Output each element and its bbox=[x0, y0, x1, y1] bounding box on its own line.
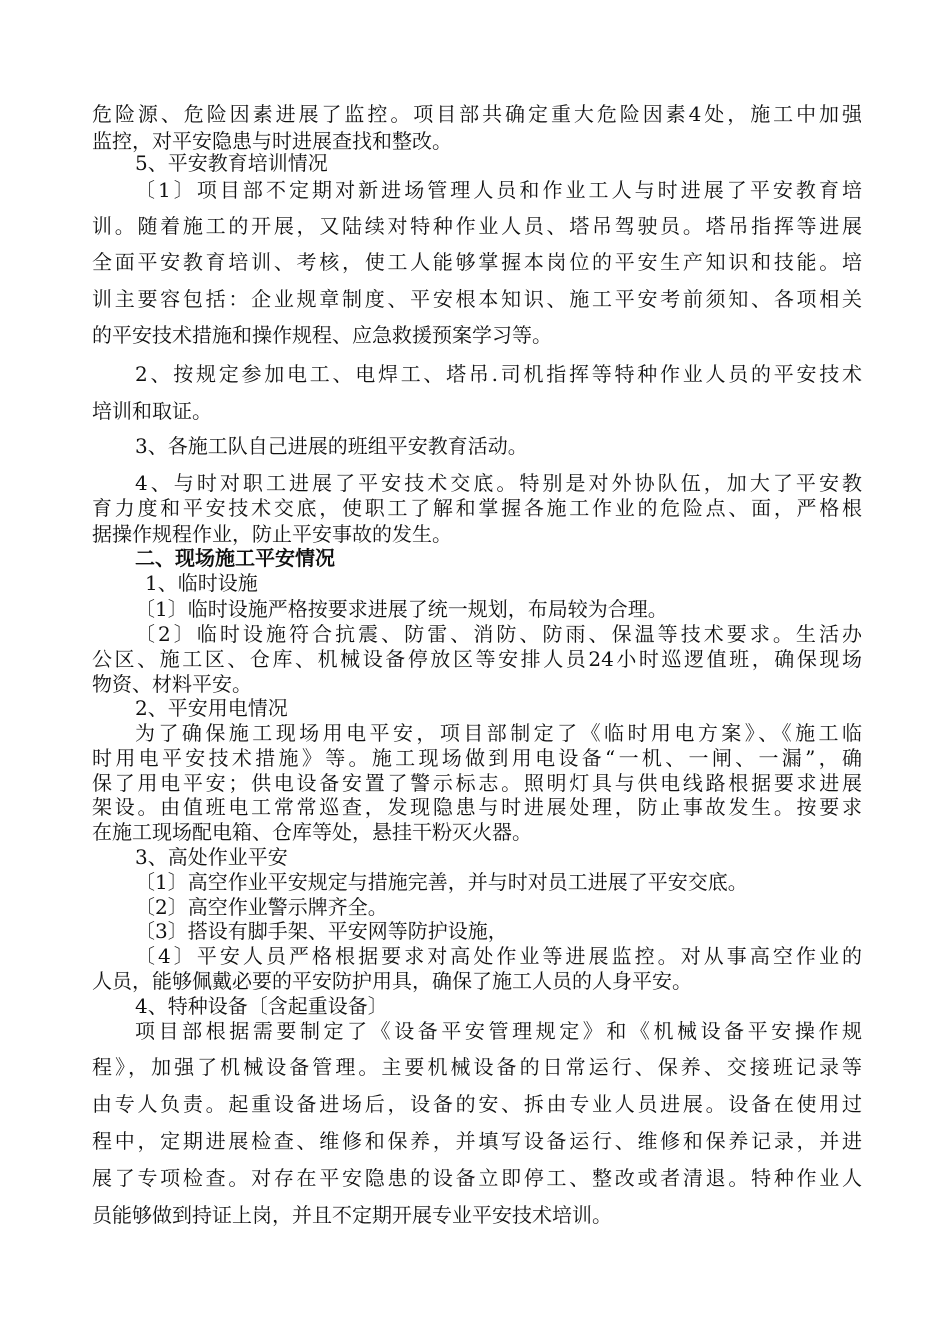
paragraph-line: 训。随着施工的开展，又陆续对特种作业人员、塔吊驾驶员。塔吊指挥等进展 bbox=[92, 214, 862, 238]
paragraph-line: 项目部根据需要制定了《设备平安管理规定》和《机械设备平安操作规 bbox=[135, 1019, 862, 1043]
paragraph-line: 监控，对平安隐患与时进展查找和整改。 bbox=[92, 129, 452, 153]
paragraph-line: 育力度和平安技术交底，使职工了解和掌握各施工作业的危险点、面，严格根 bbox=[92, 496, 862, 520]
paragraph-line: 培训和取证。 bbox=[92, 399, 212, 423]
paragraph-line: 在施工现场配电箱、仓库等处，悬挂干粉灭火器。 bbox=[92, 820, 532, 844]
section-heading: 3、高处作业平安 bbox=[135, 845, 288, 869]
section-heading: 4、特种设备〔含起重设备〕 bbox=[135, 994, 388, 1018]
paragraph-line: 训主要容包括：企业规章制度、平安根本知识、施工平安考前须知、各项相关 bbox=[92, 287, 862, 311]
paragraph-line: 程中，定期进展检查、维修和保养，并填写设备运行、维修和保养记录，并进 bbox=[92, 1129, 862, 1153]
section-heading: 5、平安教育培训情况 bbox=[135, 151, 328, 175]
paragraph-line: 〔3〕搭设有脚手架、平安网等防护设施， bbox=[135, 919, 508, 943]
paragraph-line: 公区、施工区、仓库、机械设备停放区等安排人员24小时巡逻值班，确保现场 bbox=[92, 647, 862, 671]
paragraph-line: 员能够做到持证上岗，并且不定期开展专业平安技术培训。 bbox=[92, 1203, 612, 1227]
paragraph-line: 展了专项检查。对存在平安隐患的设备立即停工、整改或者清退。特种作业人 bbox=[92, 1166, 862, 1190]
paragraph-line: 4、与时对职工进展了平安技术交底。特别是对外协队伍，加大了平安教 bbox=[135, 471, 862, 495]
paragraph-line: 保了用电平安；供电设备安置了警示标志。照明灯具与供电线路根据要求进展 bbox=[92, 771, 862, 795]
paragraph-line: 〔2〕高空作业警示牌齐全。 bbox=[135, 895, 388, 919]
paragraph-line: 物资、材料平安。 bbox=[92, 672, 252, 696]
paragraph-line: 〔1〕项目部不定期对新进场管理人员和作业工人与时进展了平安教育培 bbox=[135, 178, 862, 202]
paragraph-line: 时用电平安技术措施》等。施工现场做到用电设备“一机、一闸、一漏”，确 bbox=[92, 746, 862, 770]
paragraph-line: 危险源、危险因素进展了监控。项目部共确定重大危险因素4处，施工中加强 bbox=[92, 102, 862, 126]
paragraph-line: 3、各施工队自己进展的班组平安教育活动。 bbox=[135, 434, 528, 458]
paragraph-line: 为了确保施工现场用电平安，项目部制定了《临时用电方案》、《施工临 bbox=[135, 721, 862, 745]
section-heading: 1、临时设施 bbox=[145, 571, 258, 595]
paragraph-line: 程》，加强了机械设备管理。主要机械设备的日常运行、保养、交接班记录等 bbox=[92, 1055, 862, 1079]
chapter-heading: 二、现场施工平安情况 bbox=[135, 546, 335, 570]
paragraph-line: 全面平安教育培训、考核，使工人能够掌握本岗位的平安生产知识和技能。培 bbox=[92, 250, 862, 274]
paragraph-line: 〔1〕临时设施严格按要求进展了统一规划，布局较为合理。 bbox=[135, 597, 668, 621]
paragraph-line: 架设。由值班电工常常巡查，发现隐患与时进展处理，防止事故发生。按要求 bbox=[92, 795, 862, 819]
paragraph-line: 〔1〕高空作业平安规定与措施完善，并与时对员工进展了平安交底。 bbox=[135, 870, 748, 894]
paragraph-line: 〔4〕平安人员严格根据要求对高处作业等进展监控。对从事高空作业的 bbox=[135, 944, 862, 968]
section-heading: 2、平安用电情况 bbox=[135, 696, 288, 720]
paragraph-line: 的平安技术措施和操作规程、应急救援预案学习等。 bbox=[92, 323, 552, 347]
paragraph-line: 由专人负责。起重设备进场后，设备的安、拆由专业人员进展。设备在使用过 bbox=[92, 1092, 862, 1116]
paragraph-line: 〔2〕临时设施符合抗震、防雷、消防、防雨、保温等技术要求。生活办 bbox=[135, 622, 862, 646]
paragraph-line: 人员，能够佩戴必要的平安防护用具，确保了施工人员的人身平安。 bbox=[92, 969, 692, 993]
paragraph-line: 2、按规定参加电工、电焊工、塔吊.司机指挥等特种作业人员的平安技术 bbox=[135, 362, 862, 386]
paragraph-line: 据操作规程作业，防止平安事故的发生。 bbox=[92, 522, 452, 546]
